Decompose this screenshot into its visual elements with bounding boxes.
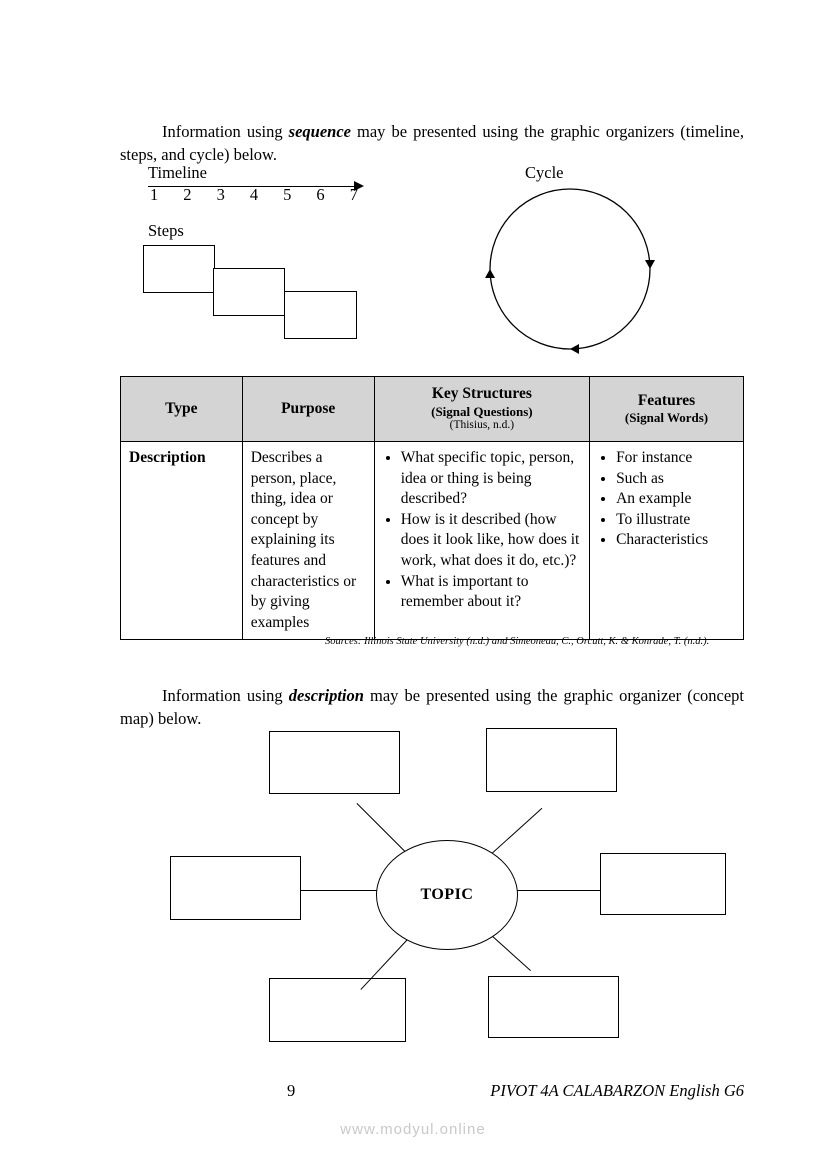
cycle-arrow-icon <box>645 260 655 269</box>
table-header-purpose-title: Purpose <box>281 399 336 417</box>
concept-map-center-oval: TOPIC <box>376 840 518 950</box>
timeline-tick: 3 <box>216 185 225 204</box>
concept-map-node <box>600 853 726 915</box>
timeline-tick: 1 <box>150 185 159 204</box>
timeline-tick: 4 <box>249 185 259 204</box>
table-header-key-title: Key Structures <box>431 385 532 402</box>
timeline-tick: 2 <box>183 185 192 204</box>
key-structure-item: • What is important to remember about it? <box>401 572 581 613</box>
feature-item: • To illustrate <box>616 510 735 531</box>
cycle-arrow-icon <box>485 269 495 278</box>
table-row <box>121 441 744 639</box>
cell-type: Description <box>121 441 243 639</box>
sequence-keyword: sequence <box>288 121 351 141</box>
table-header <box>121 377 744 442</box>
page-number: 9 <box>287 1081 296 1100</box>
key-structure-item: • What specific topic, person, idea or thing is being described? <box>401 448 581 510</box>
sequence-text-pre: Information using <box>162 121 289 141</box>
steps-box <box>143 245 215 293</box>
concept-map-node <box>486 728 617 792</box>
description-text-pre: Information using <box>162 685 289 705</box>
timeline-tick: 6 <box>316 185 325 204</box>
table-header-row <box>121 377 744 442</box>
table-header-features-sub: (Signal Words) <box>624 410 709 426</box>
table-header-type-title: Type <box>165 399 198 417</box>
timeline-label: Timeline <box>148 163 207 182</box>
concept-map-connector <box>514 890 600 891</box>
cycle-arrow-icon <box>570 344 579 354</box>
description-keyword: description <box>288 685 364 705</box>
key-structure-item: • How is it described (how does it look like, how does it work, what does it do, etc.)? <box>401 510 581 572</box>
timeline-tick: 5 <box>283 185 292 204</box>
table-sources-note: Sources: Illinois State University (n.d.) and Simeoneau, C., Orcutt, K. & Konrade, T. (n.d.). <box>325 636 710 647</box>
cell-key-structures <box>374 441 589 639</box>
table-body <box>121 441 744 639</box>
key-structures-list <box>383 448 581 613</box>
concept-map-node <box>269 978 406 1042</box>
table-header-key-citation: (Thisius, n.d.) <box>449 419 515 432</box>
feature-item: • For instance <box>616 448 735 469</box>
cell-features <box>590 441 744 639</box>
features-list <box>598 448 735 551</box>
footer-title: PIVOT 4A CALABARZON English G6 <box>490 1081 744 1100</box>
cell-purpose: Describes a person, place, thing, idea or concept by explaining its features and characteristics or by giving examples <box>242 441 374 639</box>
concept-map-connector <box>300 890 378 891</box>
timeline-tick: 7 <box>349 185 358 204</box>
steps-box <box>213 268 285 316</box>
text-structure-table <box>120 376 744 640</box>
cycle-label: Cycle <box>525 163 564 182</box>
table-header-features <box>590 377 744 442</box>
table-header-type <box>121 377 243 442</box>
steps-box <box>284 291 357 339</box>
cycle-diagram <box>478 186 668 356</box>
feature-item: • Characteristics <box>616 530 735 551</box>
description-text-post: may be presented using the graphic organizer (concept map) below. <box>120 685 744 729</box>
feature-item: • Such as <box>616 469 735 490</box>
table-header-features-title: Features <box>637 391 696 409</box>
cycle-circle <box>490 189 650 349</box>
table-header-key-sub: (Signal Questions) <box>431 403 533 419</box>
concept-map-diagram <box>120 718 820 1058</box>
concept-map-node <box>269 731 400 794</box>
table-header-purpose <box>242 377 374 442</box>
paragraph-sequence <box>120 120 744 168</box>
concept-map-node <box>488 976 619 1038</box>
steps-label: Steps <box>148 221 184 240</box>
watermark: www.modyul.online <box>340 1121 486 1138</box>
table-header-key-structures <box>374 377 589 442</box>
feature-item: • An example <box>616 489 735 510</box>
concept-map-node <box>170 856 301 920</box>
timeline-tick-labels <box>150 185 358 205</box>
sequence-text-post: may be presented using the graphic organizers (timeline, steps, and cycle) below. <box>120 121 744 165</box>
